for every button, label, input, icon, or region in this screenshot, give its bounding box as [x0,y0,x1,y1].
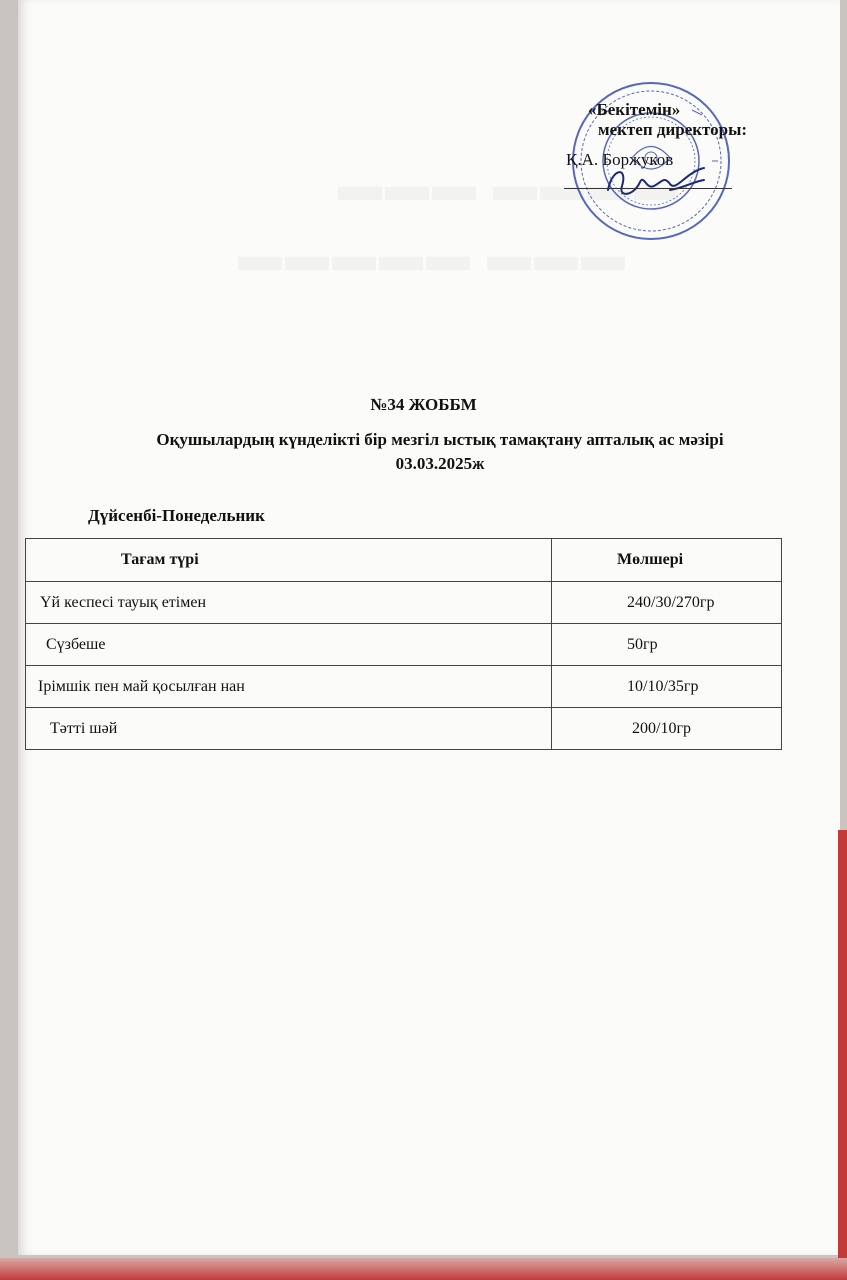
table-row [26,582,782,624]
red-edge-bottom [0,1258,847,1280]
dish-cell: Тәтті шәй [26,708,552,750]
table-row [26,624,782,666]
amount-cell: 200/10гр [552,708,782,750]
director-name: Қ.А. Боржуков [566,150,674,169]
approval-block [560,100,820,250]
column-header-dish: Тағам түрі [26,539,552,582]
dish-cell: Үй кеспесі тауық етімен [26,582,552,624]
director-position: мектеп директоры: [598,120,748,139]
approved-label: «Бекітемін» [588,100,681,119]
menu-title: Оқушылардың күнделікті бір мезгіл ыстық тамақтану апталық ас мәзірі [156,430,724,449]
menu-title-block [70,428,810,476]
amount-cell: 10/10/35гр [552,666,782,708]
amount-cell: 50гр [552,624,782,666]
red-edge-right [838,830,847,1280]
dish-cell: Ірімшік пен май қосылған нан [26,666,552,708]
day-heading: Дүйсенбі-Понедельник [88,506,265,525]
menu-table [25,538,782,750]
table-row [26,708,782,750]
school-name: №34 ЖОББМ [370,395,477,414]
table-header-row [26,539,782,582]
signature-line [564,188,732,189]
table-row [26,666,782,708]
amount-cell: 240/30/270гр [552,582,782,624]
column-header-amount: Мөлшері [552,539,782,582]
menu-date: 03.03.2025ж [395,454,485,473]
dish-cell: Сүзбеше [26,624,552,666]
